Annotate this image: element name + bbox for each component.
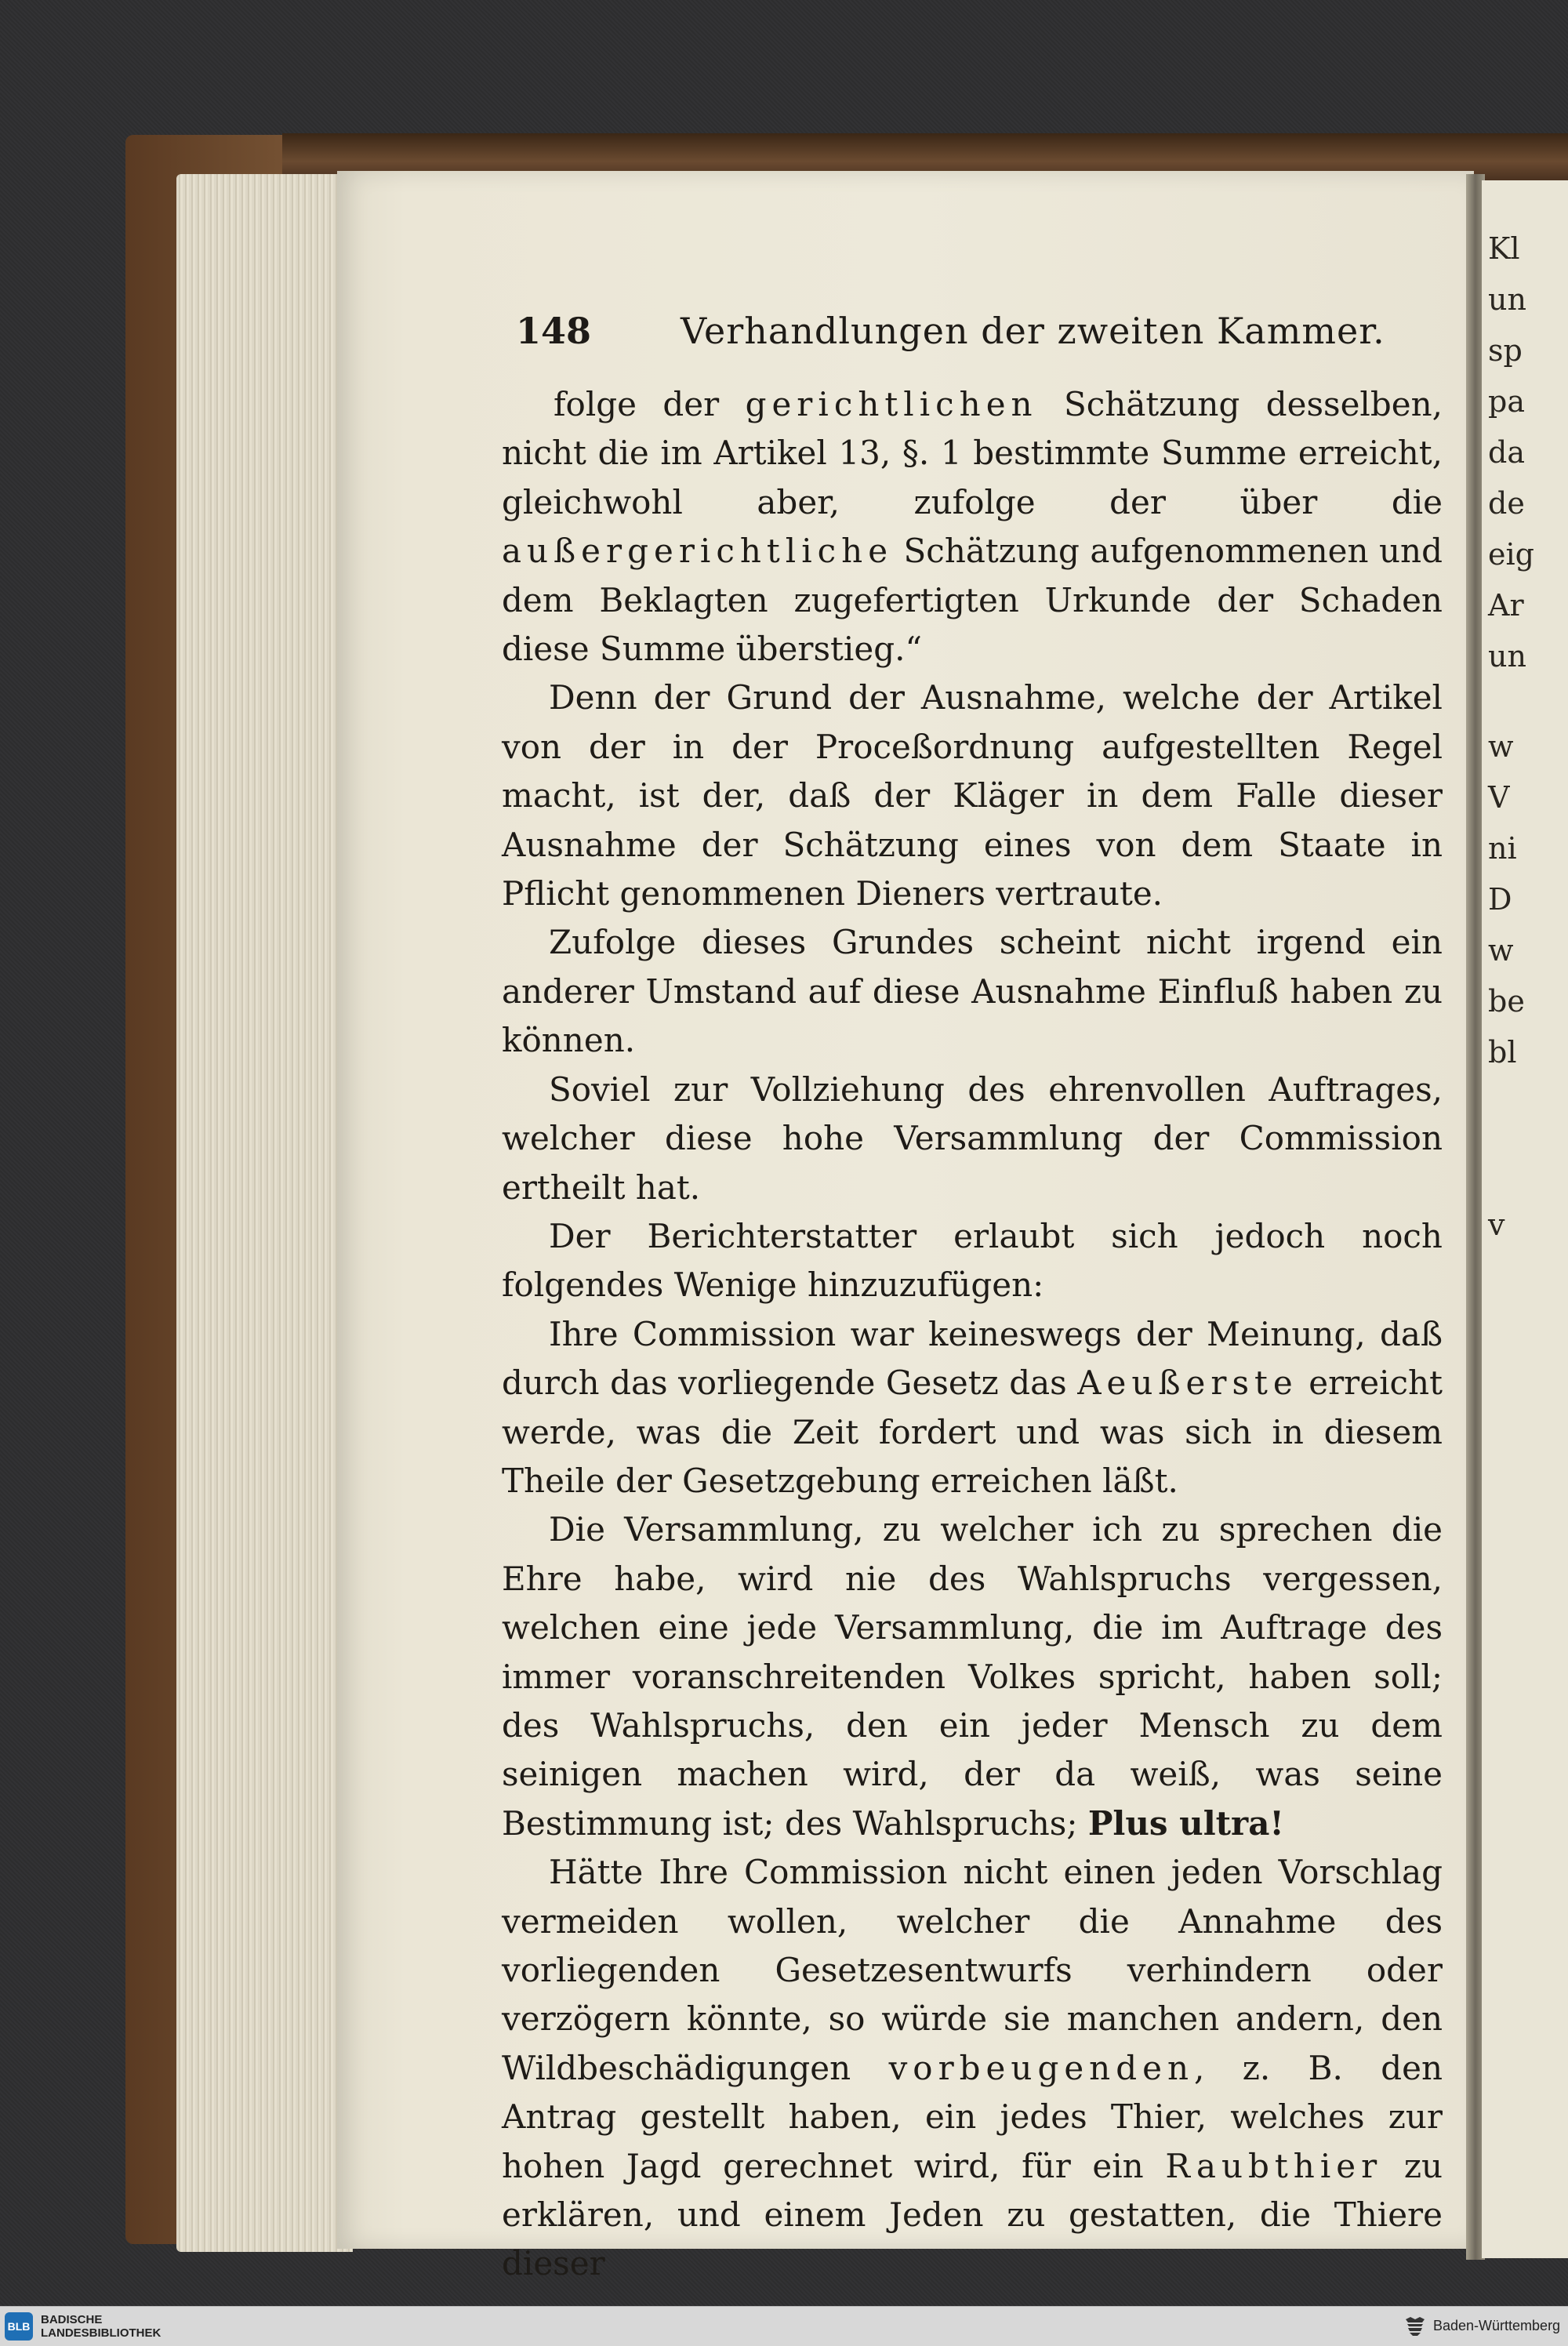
body-text bbox=[502, 380, 1443, 2289]
emphasized-text: außergerichtliche bbox=[502, 532, 894, 571]
blb-logo-icon[interactable]: BLB bbox=[5, 2312, 33, 2341]
facing-page-fragment: da bbox=[1488, 435, 1525, 470]
paragraph bbox=[502, 1505, 1443, 1848]
text-run: Die Versammlung, zu welcher ich zu sprechen die Ehre habe, wird nie des Wahlspruchs vergessen, welchen eine jede Versammlung, die im Auftrage des immer voranschreitenden Volkes spricht, haben soll; des Wahlspruchs, den ein jeder Mensch zu dem seinigen machen wird, der da weiß, was seine Bestimmung ist; des Wahlspruchs; bbox=[502, 1510, 1443, 1843]
paragraph bbox=[502, 918, 1443, 1065]
paragraph bbox=[502, 1848, 1443, 2289]
library-name[interactable] bbox=[41, 2313, 161, 2340]
emphasized-text: Aeußerste bbox=[1077, 1364, 1298, 1403]
text-run: Soviel zur Vollziehung des ehrenvollen Auftrages, welcher diese hohe Versammlung der Commission ertheilt hat. bbox=[502, 1070, 1443, 1207]
facing-page-fragment: un bbox=[1488, 639, 1526, 674]
paragraph bbox=[502, 1212, 1443, 1310]
facing-page-fragment: D bbox=[1488, 882, 1512, 917]
emphasized-text: Raubthier bbox=[1165, 2146, 1383, 2185]
bold-text: Plus ultra! bbox=[1087, 1803, 1284, 1843]
paragraph bbox=[502, 1066, 1443, 1212]
running-head bbox=[502, 310, 1427, 357]
facing-page-fragment: eig bbox=[1488, 537, 1534, 572]
text-run: Schätzung desselben, nicht die im Artikel 13, §. 1 bestimmte Summe erreicht, gleichwohl aber, zufolge der über die bbox=[502, 385, 1443, 521]
emphasized-text: gerichtlichen bbox=[745, 385, 1038, 423]
text-run: Schätzung aufgenommenen und dem Beklagten zugefertigten Urkunde der Schaden diese Summe überstieg.“ bbox=[502, 532, 1443, 669]
text-run: Der Berichterstatter erlaubt sich jedoch noch folgendes Wenige hinzuzufügen: bbox=[502, 1216, 1443, 1305]
facing-page-fragment: w bbox=[1488, 933, 1514, 968]
facing-page-fragment: bl bbox=[1488, 1035, 1517, 1070]
facing-page-fragment: be bbox=[1488, 984, 1525, 1019]
facing-page-fragment: V bbox=[1488, 780, 1510, 815]
facing-page-fragment: Kl bbox=[1488, 231, 1520, 266]
paragraph bbox=[502, 674, 1443, 918]
text-run: Hätte Ihre Commission nicht einen jeden Vorschlag vermeiden wollen, welcher die Annahme des vorliegenden Gesetzesentwurfs verhindern oder verzögern könnte, so würde sie manchen andern, den Wildbeschädigungen bbox=[502, 1853, 1443, 2087]
page-number: 148 bbox=[516, 310, 592, 352]
facing-page-fragment: un bbox=[1488, 282, 1526, 317]
running-title: Verhandlungen der zweiten Kammer. bbox=[681, 310, 1385, 352]
facing-page-fragment: Ar bbox=[1488, 588, 1524, 623]
library-name-line2: LANDESBIBLIOTHEK bbox=[41, 2326, 162, 2340]
text-run: zu erklären, und einem Jeden zu gestatten, die Thiere dieser bbox=[502, 2146, 1443, 2283]
page-edges bbox=[176, 174, 353, 2252]
text-run: folge der bbox=[554, 385, 746, 423]
facing-page-fragment: pa bbox=[1488, 384, 1525, 419]
viewer-footer bbox=[0, 2306, 1568, 2346]
emphasized-text: vorbeugenden bbox=[888, 2048, 1195, 2087]
facing-page bbox=[1482, 180, 1568, 2258]
paragraph bbox=[502, 380, 1443, 674]
library-name-line1: BADISCHE bbox=[41, 2313, 103, 2326]
facing-page-fragment: de bbox=[1488, 486, 1525, 521]
paragraph bbox=[502, 1310, 1443, 1506]
facing-page-fragment: sp bbox=[1488, 333, 1523, 368]
facing-page-fragment: v bbox=[1488, 1208, 1505, 1242]
text-run: Ihre Commission war keineswegs der Meinung, daß durch das vorliegende Gesetz das bbox=[502, 1314, 1443, 1403]
facing-page-fragment: ni bbox=[1488, 831, 1517, 866]
facing-page-fragment: w bbox=[1488, 729, 1514, 764]
state-name[interactable]: Baden-Württemberg bbox=[1433, 2318, 1561, 2333]
text-run: erreicht werde, was die Zeit fordert und was sich in diesem Theile der Gesetzgebung erreichen läßt. bbox=[502, 1364, 1443, 1500]
text-run: Zufolge dieses Grundes scheint nicht irgend ein anderer Umstand auf diese Ausnahme Einfluß haben zu können. bbox=[502, 923, 1443, 1060]
text-run: Denn der Grund der Ausnahme, welche der Artikel von der in der Proceßordnung aufgestellten Regel macht, ist der, daß der Kläger in dem Falle dieser Ausnahme der Schätzung eines von dem Staate in Pflicht genommenen Dieners vertraute. bbox=[502, 678, 1443, 913]
baden-wuerttemberg-crest-icon[interactable] bbox=[1403, 2315, 1427, 2338]
text-run: , z. B. den Antrag gestellt haben, ein jedes Thier, welches zur hohen Jagd gerechnet wird, für ein bbox=[502, 2048, 1443, 2185]
